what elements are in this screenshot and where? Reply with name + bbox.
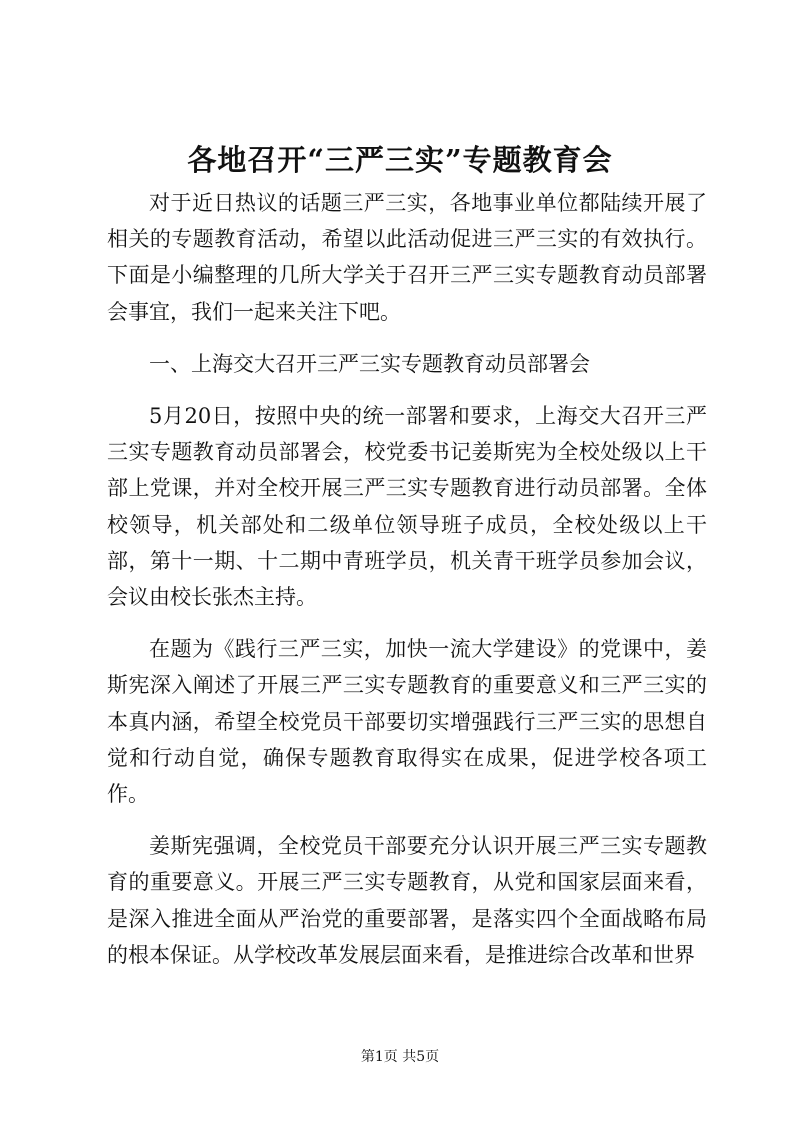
document-title: 各地召开“三严三实”专题教育会 (187, 143, 613, 177)
section-heading: 一、上海交大召开三严三实专题教育动员部署会 (149, 351, 590, 376)
paragraph-emphasis: 姜斯宪强调，全校党员干部要充分认识开展三严三实专题教育的重要意义。开展三严三实专题教育，从党和国家层面来看，是深入推进全面从严治党的重要部署，是落实四个全面战略布局的根本保证。从学校改革发展层面来看，是推进综合改革和世界 (107, 834, 707, 967)
paragraph-lecture: 在题为《践行三严三实，加快一流大学建设》的党课中，姜斯宪深入阐述了开展三严三实专题教育的重要意义和三严三实的本真内涵，希望全校党员干部要切实增强践行三严三实的思想自觉和行动自觉，确保专题教育取得实在成果，促进学校各项工作。 (107, 637, 707, 807)
page-number-footer: 第1页 共5页 (360, 1049, 440, 1065)
paragraph-meeting: 5月20日，按照中央的统一部署和要求，上海交大召开三严三实专题教育动员部署会，校党委书记姜斯宪为全校处级以上干部上党课，并对全校开展三严三实专题教育进行动员部署。全体校领导，机关部处和二级单位领导班子成员，全校处级以上干部，第十一期、十二期中青班学员，机关青干班学员参加会议，会议由校长张杰主持。 (107, 404, 707, 610)
paragraph-intro: 对于近日热议的话题三严三实，各地事业单位都陆续开展了相关的专题教育活动，希望以此活动促进三严三实的有效执行。下面是小编整理的几所大学关于召开三严三实专题教育动员部署会事宜，我们一起来关注下吧。 (107, 191, 707, 324)
document-body (107, 185, 707, 973)
